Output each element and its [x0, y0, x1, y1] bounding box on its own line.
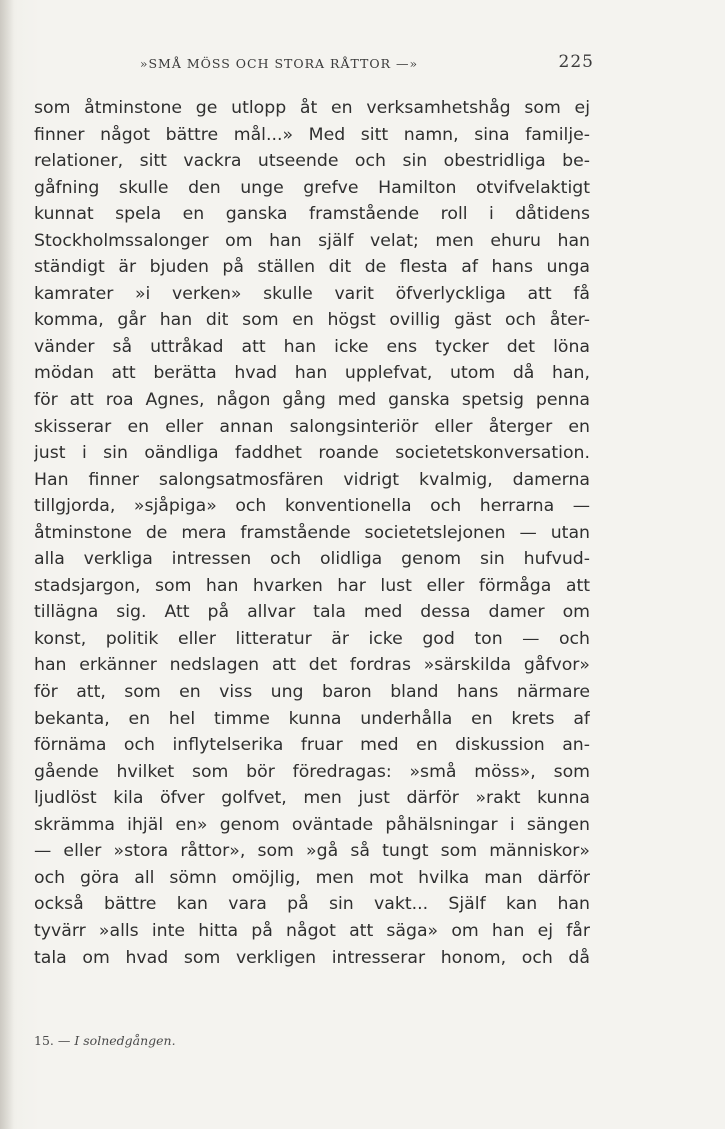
text-line: för att roa Agnes, någon gång med ganska spetsig penna	[34, 390, 590, 411]
signature-number: 15.	[34, 1033, 54, 1048]
text-line: Stockholmssalonger om han själf velat; men ehuru han	[34, 230, 590, 251]
text-line: just i sin oändliga faddhet roande societetskonversation.	[34, 443, 590, 464]
text-line: han erkänner nedslagen att det fordras »särskilda gåfvor»	[34, 655, 590, 676]
running-head	[34, 52, 594, 76]
text-line: förnäma och inflytelserika fruar med en diskussion an-	[34, 735, 590, 756]
signature-dash: —	[57, 1033, 71, 1048]
printer-signature	[34, 1033, 176, 1048]
text-line: tyvärr »alls inte hitta på något att säga» om han ej får	[34, 920, 590, 941]
running-title: »SMÅ MÖSS OCH STORA RÅTTOR —»	[139, 56, 419, 71]
text-line: — eller »stora råttor», som »gå så tungt som människor»	[34, 841, 590, 862]
text-line: åtminstone de mera framstående societetslejonen — utan	[34, 522, 590, 543]
text-line: gåfning skulle den unge grefve Hamilton otvifvelaktigt	[34, 177, 590, 198]
text-line: och göra all sömn omöjlig, men mot hvilka man därför	[34, 867, 590, 888]
binding-shadow	[0, 0, 14, 1129]
text-line: kamrater »i verken» skulle varit öfverlyckliga att få	[34, 283, 590, 304]
text-line: ljudlöst kila öfver golfvet, men just därför »rakt kunna	[34, 788, 590, 809]
text-line: skisserar en eller annan salongsinteriör eller återger en	[34, 416, 590, 437]
text-line: ständigt är bjuden på ställen dit de flesta af hans unga	[34, 257, 590, 278]
text-line: kunnat spela en ganska framstående roll i dåtidens	[34, 204, 590, 225]
text-line: tillägna sig. Att på allvar tala med dessa damer om	[34, 602, 590, 623]
text-line: som åtminstone ge utlopp åt en verksamhetshåg som ej	[34, 98, 590, 118]
text-line: tillgjorda, »sjåpiga» och konventionella och herrarna —	[34, 496, 590, 517]
text-line: bekanta, en hel timme kunna underhålla en krets af	[34, 708, 590, 729]
body-text	[34, 95, 590, 971]
text-line: också bättre kan vara på sin vakt... Själf kan han	[34, 894, 590, 915]
text-line: Han finner salongsatmosfären vidrigt kvalmig, damerna	[34, 469, 590, 490]
text-line: finner något bättre mål...» Med sitt namn, sina familje-	[34, 124, 590, 145]
text-line: mödan att berätta hvad han upplefvat, utom då han,	[34, 363, 590, 384]
text-line: alla verkliga intressen och olidliga genom sin hufvud-	[34, 549, 590, 570]
text-line: komma, går han dit som en högst ovillig gäst och åter-	[34, 310, 590, 331]
text-line: skrämma ihjäl en» genom oväntade påhälsningar i sängen	[34, 814, 590, 835]
text-line: relationer, sitt vackra utseende och sin obestridliga be-	[34, 151, 590, 172]
text-line: för att, som en viss ung baron bland hans närmare	[34, 682, 590, 703]
text-line: tala om hvad som verkligen intresserar honom, och då	[34, 947, 590, 968]
text-line: vänder så uttråkad att han icke ens tycker det löna	[34, 336, 590, 357]
signature-title: I solnedgången.	[74, 1033, 176, 1048]
text-line: konst, politik eller litteratur är icke god ton — och	[34, 628, 590, 649]
text-line: stadsjargon, som han hvarken har lust eller förmåga att	[34, 575, 590, 596]
text-line: gående hvilket som bör föredragas: »små möss», som	[34, 761, 590, 782]
page-number: 225	[558, 52, 594, 72]
